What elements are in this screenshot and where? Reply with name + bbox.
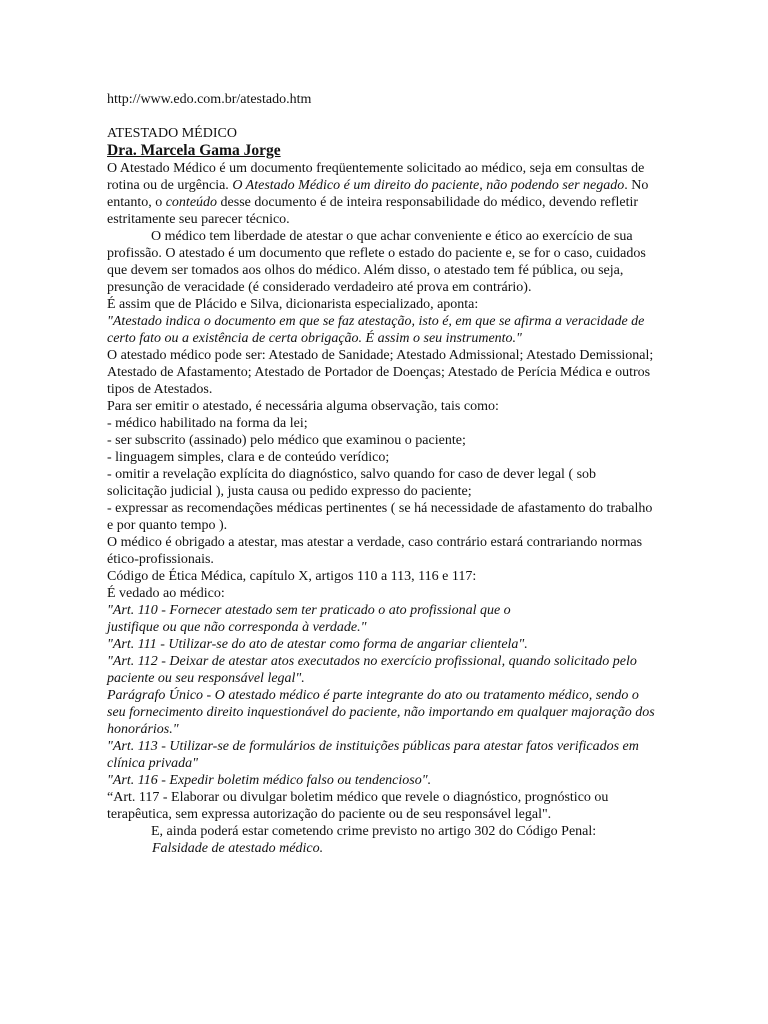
art-110-text-1: "Art. 110 - Fornecer atestado sem ter praticado o ato profissional que o	[107, 603, 511, 618]
document-title: ATESTADO MÉDICO	[107, 126, 237, 141]
intro-text-e: desse documento é de inteira responsabilidade do médico, devendo refletir estritamente seu parecer técnico.	[107, 195, 639, 227]
art-116	[107, 772, 657, 789]
document-body	[107, 91, 657, 857]
paragrafo-unico	[107, 687, 657, 738]
penal-paragraph: E, ainda poderá estar cometendo crime previsto no artigo 302 do Código Penal:	[151, 824, 597, 839]
art-117: “Art. 117 - Elaborar ou divulgar boletim médico que revele o diagnóstico, prognóstico ou terapêutica, sem expressa autorização do paciente ou de seu responsável legal".	[107, 790, 609, 822]
intro-text-d: conteúdo	[165, 195, 218, 210]
list-item: - expressar as recomendações médicas pertinentes ( se há necessidade de afastamento do trabalho e por quanto tempo ).	[107, 501, 653, 533]
art-111-text: "Art. 111 - Utilizar-se do ato de atestar como forma de angariar clientela".	[107, 637, 528, 652]
placido-quote	[107, 313, 657, 347]
art-110-line-1	[107, 602, 657, 619]
art-110-line-2	[107, 619, 657, 636]
intro-text-b: O Atestado Médico é um direito do paciente, não podendo ser negado	[232, 178, 625, 193]
intro-text-c: . No entanto, o	[107, 178, 649, 210]
art-116-text: "Art. 116 - Expedir boletim médico falso ou tendencioso".	[107, 773, 432, 788]
art-113	[107, 738, 657, 772]
art-112-text: "Art. 112 - Deixar de atestar atos executados no exercício profissional, quando solicitado pelo paciente ou seu responsável legal".	[107, 654, 637, 686]
obrigado-paragraph: O médico é obrigado a atestar, mas atestar a verdade, caso contrário estará contrariando normas ético-profissionais.	[107, 535, 643, 567]
art-110-text-2: justifique ou que não corresponda à verdade."	[107, 620, 367, 635]
source-url[interactable]: http://www.edo.com.br/atestado.htm	[107, 92, 312, 107]
placido-intro: É assim que de Plácido e Silva, dicionarista especializado, aponta:	[107, 297, 479, 312]
art-112	[107, 653, 657, 687]
list-item: - médico habilitado na forma da lei;	[107, 416, 308, 431]
list-item: - ser subscrito (assinado) pelo médico que examinou o paciente;	[107, 433, 466, 448]
liberdade-paragraph: O médico tem liberdade de atestar o que achar conveniente e ético ao exercício de sua profissão. O atestado é um documento que reflete o estado do paciente e, se for o caso, cuidados que devem ser tomados aos olhos do médico. Além disso, o atestado tem fé pública, ou seja, presunção de veracidade (é considerado verdadeiro até prova em contrário).	[107, 229, 646, 295]
art-111	[107, 636, 657, 653]
intro-text-a: O Atestado Médico é um documento freqüentemente solicitado ao médico, seja em consultas de rotina ou de urgência.	[107, 161, 645, 193]
list-item: - linguagem simples, clara e de conteúdo verídico;	[107, 450, 390, 465]
falsidade-line	[107, 840, 657, 857]
vedado-line: É vedado ao médico:	[107, 586, 225, 601]
tipos-paragraph: O atestado médico pode ser: Atestado de Sanidade; Atestado Admissional; Atestado Demissional; Atestado de Afastamento; Atestado de Portador de Doenças; Atestado de Perícia Médica e outros tipos de Atestados.	[107, 348, 654, 397]
codigo-etica-line: Código de Ética Médica, capítulo X, artigos 110 a 113, 116 e 117:	[107, 569, 477, 584]
falsidade-text: Falsidade de atestado médico.	[152, 841, 324, 856]
paragrafo-unico-text: Parágrafo Único - O atestado médico é parte integrante do ato ou tratamento médico, sendo o seu fornecimento direito inquestionável do paciente, não importando em qualquer majoração dos honorários."	[107, 688, 655, 737]
placido-quote-text: "Atestado indica o documento em que se faz atestação, isto é, em que se afirma a veracidade de certo fato ou a existência de certa obrigação. É assim o seu instrumento."	[107, 314, 645, 346]
art-113-text: "Art. 113 - Utilizar-se de formulários de instituições públicas para atestar fatos verificados em clínica privada"	[107, 739, 639, 771]
observacao-intro: Para ser emitir o atestado, é necessária alguma observação, tais como:	[107, 399, 499, 414]
list-item: - omitir a revelação explícita do diagnóstico, salvo quando for caso de dever legal ( sob solicitação judicial ), justa causa ou pedido expresso do paciente;	[107, 467, 597, 499]
intro-paragraph	[107, 160, 657, 228]
author-name: Dra. Marcela Gama Jorge	[107, 142, 281, 159]
